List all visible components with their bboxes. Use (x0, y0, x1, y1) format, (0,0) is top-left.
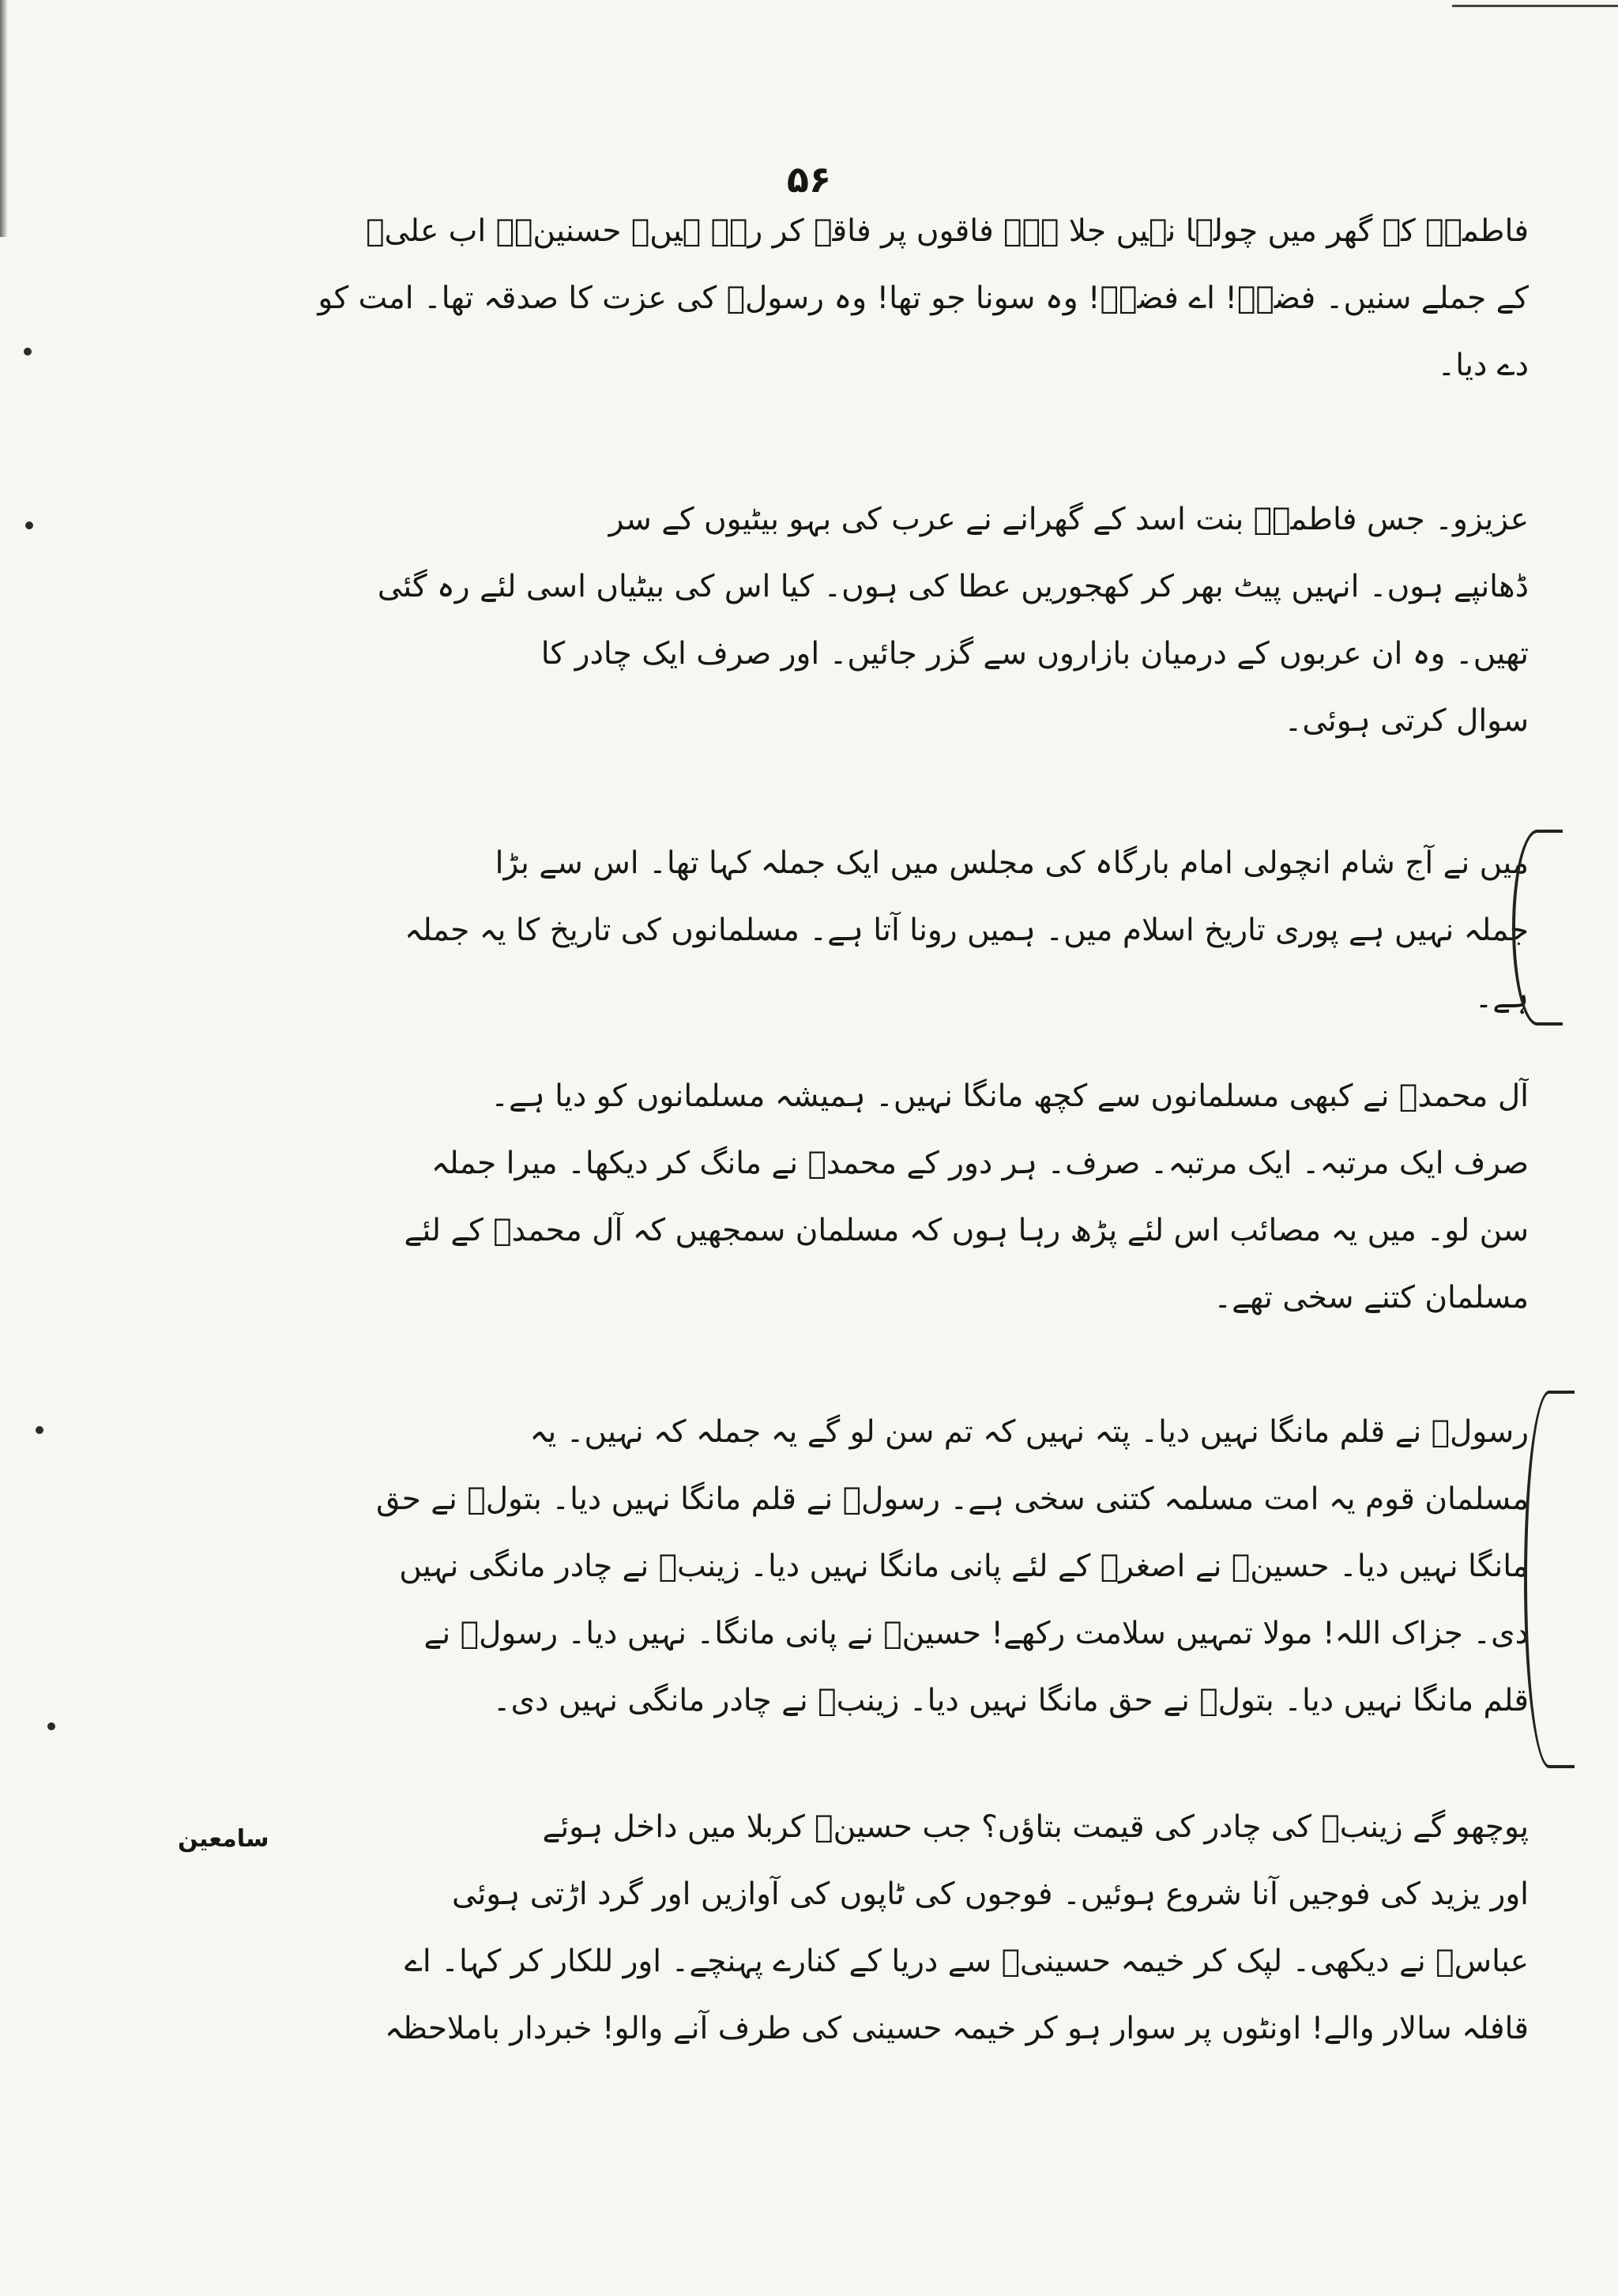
scan-speck (24, 348, 32, 356)
text-line: دی۔ جزاک اللہ! مولا تمہیں سلامت رکھے! حسینؑ نے پانی مانگا۔ نہیں دیا۔ رسولؐ نے (423, 1616, 1529, 1651)
text-line: میں نے آج شام انچولی امام بارگاہ کی مجلس میں ایک جملہ کہا تھا۔ اس سے بڑا (495, 845, 1529, 881)
text-line: پوچھو گے زینبؑ کی چادر کی قیمت بتاؤں؟ جب حسینؑ کربلا میں داخل ہوئے (542, 1809, 1529, 1845)
text-line: مانگا نہیں دیا۔ حسینؑ نے اصغرؑ کے لئے پانی مانگا نہیں دیا۔ زینبؑ نے چادر مانگی نہیں (399, 1549, 1529, 1584)
margin-bracket (1512, 830, 1563, 1026)
paragraph (178, 830, 1529, 1031)
text-line: سن لو۔ میں یہ مصائب اس لئے پڑھ رہا ہوں کہ مسلمان سمجھیں کہ آل محمدؐ کے لئے (404, 1213, 1529, 1248)
scan-top-line (1452, 5, 1618, 7)
text-line: صرف ایک مرتبہ۔ ایک مرتبہ۔ صرف۔ ہر دور کے محمدؐ نے مانگ کر دیکھا۔ میرا جملہ (431, 1146, 1529, 1181)
scan-speck (36, 1426, 43, 1434)
text-line: رسولؐ نے قلم مانگا نہیں دیا۔ پتہ نہیں کہ تم سن لو گے یہ جملہ کہ نہیں۔ یہ (529, 1414, 1529, 1450)
text-line: سوال کرتی ہوئی۔ (1284, 703, 1529, 739)
text-line: عزیزو۔ جس فاطمہؑ بنت اسد کے گھرانے نے عرب کی بہو بیٹیوں کے سر (608, 502, 1529, 537)
text-line: قلم مانگا نہیں دیا۔ بتولؑ نے حق مانگا نہیں دیا۔ زینبؑ نے چادر مانگی نہیں دی۔ (492, 1683, 1529, 1718)
text-line: ڈھانپے ہوں۔ انہیں پیٹ بھر کر کھجوریں عطا کی ہوں۔ کیا اس کی بیٹیاں اسی لئے رہ گئی (377, 569, 1529, 604)
page-number: ۵۶ (786, 158, 832, 201)
scan-speck (25, 521, 33, 529)
text-line: ہے۔ (1474, 980, 1529, 1015)
text-line: دے دیا۔ (1437, 348, 1529, 383)
text-line: کے جملے سنیں۔ فضہؑ! اے فضہؑ! وہ سونا جو تھا! وہ رسولؐ کی عزت کا صدقہ تھا۔ امت کو (318, 280, 1529, 316)
paragraph (178, 198, 1529, 399)
paragraph (178, 1398, 1529, 1734)
text-line: مسلمان کتنے سخی تھے۔ (1214, 1280, 1529, 1315)
text-line: جملہ نہیں ہے پوری تاریخ اسلام میں۔ ہمیں رونا آتا ہے۔ مسلمانوں کی تاریخ کا یہ جملہ (404, 913, 1529, 948)
scan-edge (0, 0, 8, 237)
scan-speck (47, 1722, 55, 1730)
text-line: فاطمہؑ کے گھر میں چولہا نہیں جلا ہے۔ فاقوں پر فاقے کر رہے ہیں۔ حسنینؑ۔ اب علیؑ (366, 213, 1529, 249)
text-line: قافلہ سالار والے! اونٹوں پر سوار ہو کر خیمہ حسینی کی طرف آنے والو! خبردار باملاحظہ (384, 2011, 1529, 2046)
text-line: مسلمان قوم یہ امت مسلمہ کتنی سخی ہے۔ رسولؐ نے قلم مانگا نہیں دیا۔ بتولؑ نے حق (376, 1481, 1529, 1517)
text-line: عباسؑ نے دیکھی۔ لپک کر خیمہ حسینیؑ سے دریا کے کنارے پہنچے۔ اور للکار کر کہا۔ اے (404, 1944, 1529, 1979)
paragraph (178, 1063, 1529, 1331)
text-line: اور یزید کی فوجیں آنا شروع ہوئیں۔ فوجوں کی ٹاپوں کی آوازیں اور گرد اڑتی ہوئی (451, 1876, 1529, 1912)
margin-note: سامعین (178, 1825, 269, 1853)
text-line: تھیں۔ وہ ان عربوں کے درمیان بازاروں سے گزر جائیں۔ اور صرف ایک چادر کا (540, 636, 1529, 672)
margin-bracket (1524, 1391, 1575, 1768)
paragraph (178, 1794, 1529, 2062)
text-line: آل محمدؐ نے کبھی مسلمانوں سے کچھ مانگا نہیں۔ ہمیشہ مسلمانوں کو دیا ہے۔ (491, 1078, 1529, 1114)
paragraph (178, 486, 1529, 755)
